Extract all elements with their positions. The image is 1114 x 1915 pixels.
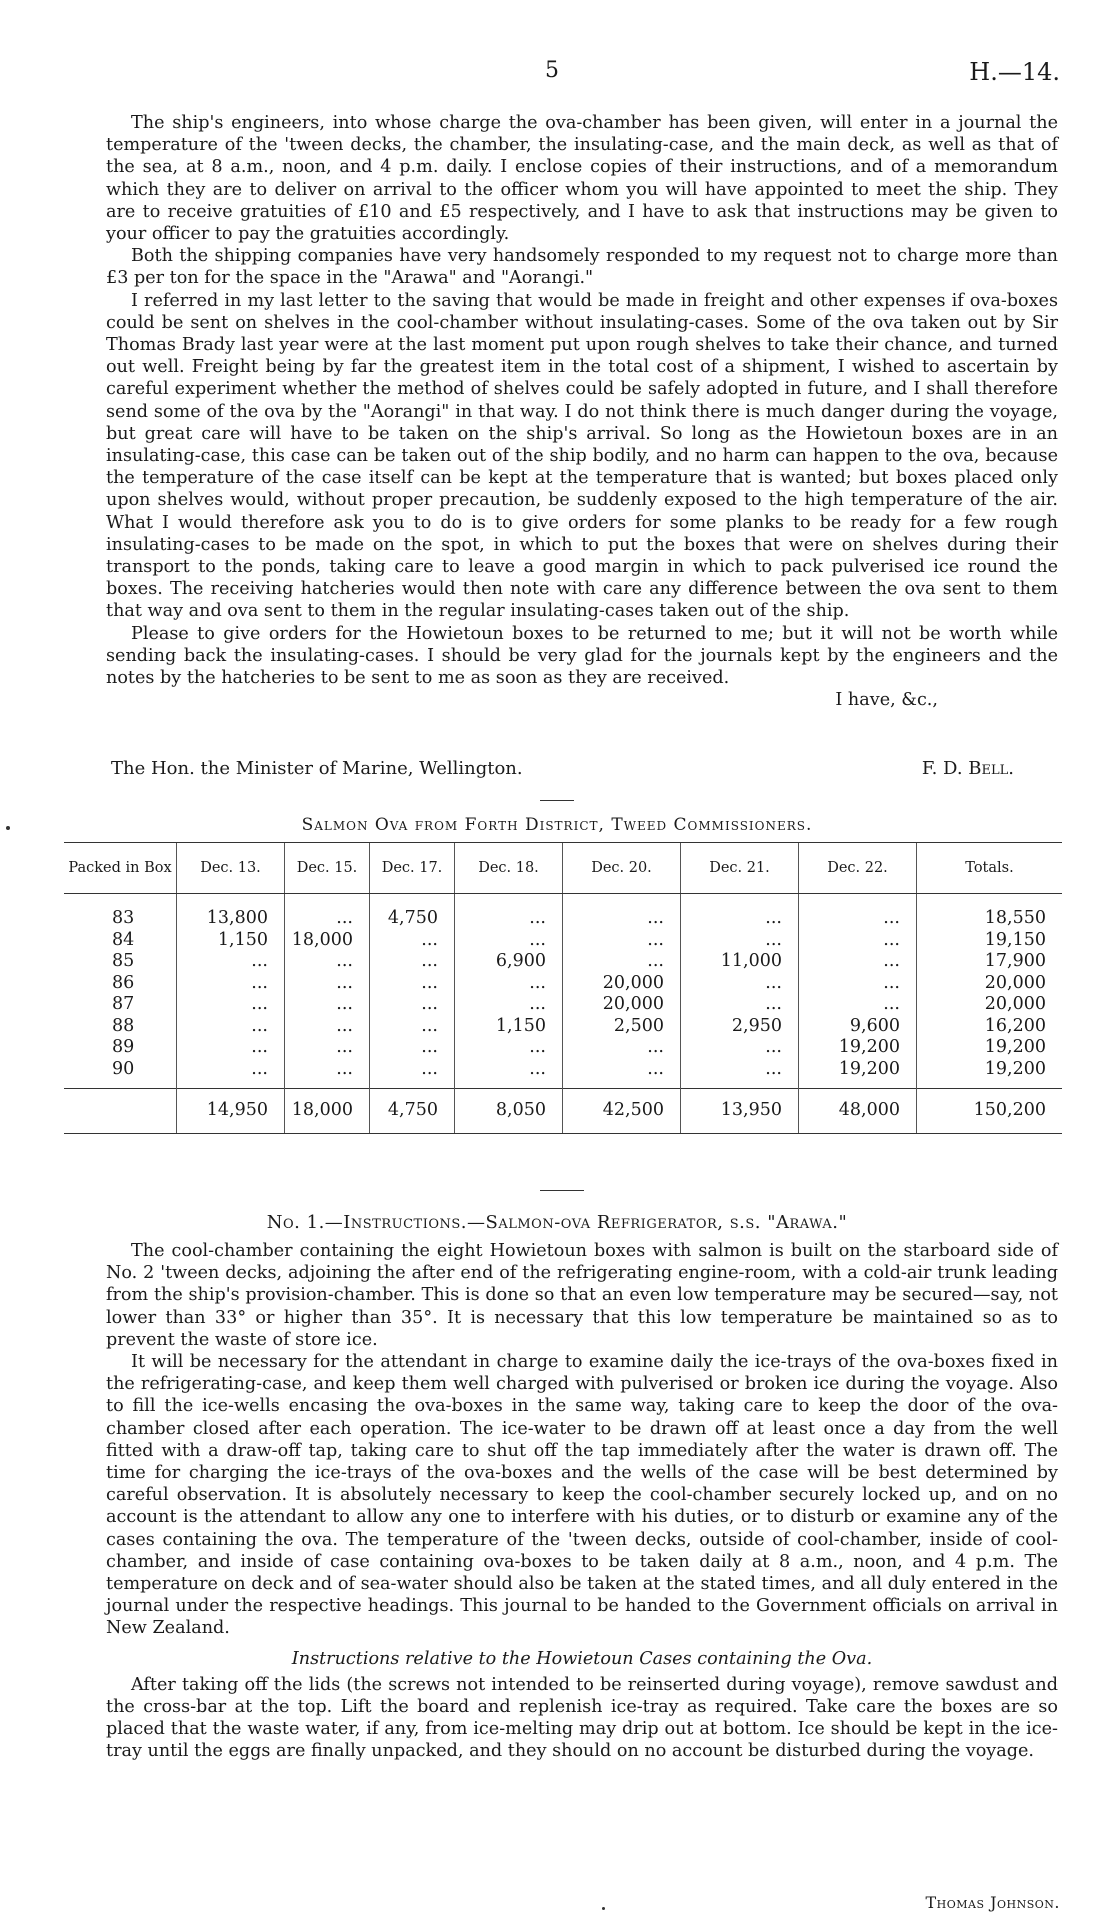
total-cell: 18,000 — [285, 1089, 370, 1134]
table-cell: ... — [681, 994, 799, 1016]
column-header: Dec. 18. — [455, 843, 563, 894]
table-cell: 20,000 — [917, 973, 1063, 995]
table-cell: 1,150 — [177, 930, 285, 952]
footer-mark — [602, 1907, 605, 1910]
box-number-cell: 88 — [112, 1015, 135, 1036]
table-cell: 1,150 — [455, 1016, 563, 1038]
table-cell: ... — [563, 1059, 681, 1089]
letter-paragraph-3: I referred in my last letter to the saving that would be made in freight and other expenses if ova-boxes could be sent on shelves in the cool-chamber without insulating-cases. Some of the ova taken out by Sir Thomas Brady last year were at the last moment put upon rough shelves to take their chance, and turned out well. Freight being by far the greatest item in the total cost of a shipment, I wished to ascertain by careful experiment whether the method of shelves could be safely adopted in future, and I shall therefore send some of the ova by the "Aorangi" in that way. I do not think there is much danger during the voyage, but great care will have to be taken on the ship's arrival. So long as the Howietoun boxes are in an insulating-case, this case can be taken out of the ship bodily, and no harm can happen to the ova, because the temperature of the case itself can be kept at the temperature that is wanted; but boxes placed only upon shelves would, without proper precaution, be suddenly exposed to the high temperature of the air. What I would therefore ask you to do is to give orders for some planks to be ready for a few rough insulating-cases to be made on the spot, in which to put the boxes that were on shelves during their transport to the ponds, taking care to leave a good margin in which to pack pulverised ice round the boxes. The receiving hatcheries would then note with care any difference between the ova sent to them that way and ova sent to them in the regular insulating-cases taken out of the ship. — [106, 290, 1058, 622]
total-cell — [64, 1089, 177, 1134]
table-cell: ... — [799, 930, 917, 952]
box-number-cell: 84 — [112, 929, 135, 950]
table-cell: ... — [681, 973, 799, 995]
total-cell: 14,950 — [177, 1089, 285, 1134]
table-cell: ... — [799, 951, 917, 973]
instructions-paragraph-2: It will be necessary for the attendant in charge to examine daily the ice-trays of the ova-boxes fixed in the refrigerating-case, and keep them well charged with pulverised or broken ice during the voyage. Also to fill the ice-wells encasing the ova-boxes in the same way, taking care to keep the door of the ova-chamber closed after each operation. The ice-water to be drawn off at least once a day from the well fitted with a draw-off tap, taking care to shut off the tap immediately after the water is drawn off. The time for charging the ice-trays of the ova-boxes and the wells of the case will be best determined by careful observation. It is absolutely necessary to keep the cool-chamber securely locked up, and on no account is the attendant to allow any one to interfere with his duties, or to disturb or examine any of the cases containing the ova. The temperature of the 'tween decks, outside of cool-chamber, inside of cool-chamber, and inside of case containing ova-boxes to be taken daily at 8 a.m., noon, and 4 p.m. The temperature on deck and of sea-water should also be taken at the stated times, and all duly entered in the journal under the respective headings. This journal to be handed to the Government officials on arrival in New Zealand. — [106, 1352, 1058, 1639]
total-cell: 150,200 — [917, 1089, 1063, 1134]
box-number-cell: 89 — [112, 1037, 135, 1057]
table-cell: 2,950 — [681, 1016, 799, 1038]
table-cell: ... — [285, 994, 370, 1016]
letter-paragraph-2: Both the shipping companies have very handsomely responded to my request not to charge more than £3 per ton for the space in the "Arawa" and "Aorangi." — [106, 246, 1058, 289]
table-row — [64, 1016, 1062, 1038]
box-number-cell: 90 — [112, 1058, 135, 1079]
table-cell: 18,000 — [285, 930, 370, 952]
table-cell: ... — [455, 930, 563, 952]
instructions-final-paragraph: After taking off the lids (the screws not intended to be reinserted during voyage), remove sawdust and the cross-bar at the top. Lift the board and replenish ice-tray as required. Take care the boxes are so placed that the waste water, if any, from ice-melting may drip out at bottom. Ice should be kept in the ice-tray until the eggs are finally unpacked, and they should on no account be disturbed during the voyage. — [106, 1674, 1058, 1762]
table-cell: 19,200 — [799, 1059, 917, 1089]
box-number-cell: 83 — [112, 908, 135, 928]
table-cell: ... — [177, 951, 285, 973]
table-cell: 6,900 — [455, 951, 563, 973]
box-number-cell: 85 — [112, 951, 135, 971]
table-cell: ... — [799, 994, 917, 1016]
column-header: Dec. 17. — [370, 843, 455, 894]
table-cell: 17,900 — [917, 951, 1063, 973]
table-cell: ... — [681, 1037, 799, 1059]
instructions-title — [0, 1212, 1114, 1233]
table-cell: ... — [799, 894, 917, 930]
letter-addressee: The Hon. the Minister of Marine, Wellington. — [111, 758, 523, 779]
table-cell: ... — [455, 973, 563, 995]
table-cell: ... — [370, 994, 455, 1016]
salmon-ova-table — [64, 842, 1062, 1134]
column-header: Totals. — [917, 843, 1063, 894]
table-cell: ... — [455, 1059, 563, 1089]
instructions-title-text: No. 1.—Instructions.—Salmon-ova Refrigerator, s.s. "Arawa." — [266, 1212, 848, 1233]
table-cell: ... — [285, 894, 370, 930]
table-cell: 20,000 — [563, 973, 681, 995]
table-cell: ... — [455, 994, 563, 1016]
table-cell: ... — [681, 930, 799, 952]
closing-row — [106, 689, 1058, 717]
letter-paragraph-4: Please to give orders for the Howietoun boxes to be returned to me; but it will not be worth while sending back the insulating-cases. I should be very glad for the journals kept by the engineers and the notes by the hatcheries to be sent to me as soon as they are received. — [106, 623, 1058, 689]
box-number-cell: 87 — [112, 994, 135, 1014]
table-cell: ... — [455, 894, 563, 930]
table-row — [64, 994, 1062, 1016]
table-header-row — [64, 843, 1062, 894]
table-cell: ... — [563, 951, 681, 973]
table-cell: ... — [285, 1016, 370, 1038]
table-row — [64, 951, 1062, 973]
table-title: Salmon Ova from Forth District, Tweed Commissioners. — [301, 815, 813, 835]
table-cell: ... — [177, 1037, 285, 1059]
table-row — [64, 973, 1062, 995]
letter-paragraph-1: The ship's engineers, into whose charge the ova-chamber has been given, will enter in a journal the temperature of the 'tween decks, the chamber, the insulating-case, and the main deck, as well as that of the sea, at 8 a.m., noon, and 4 p.m. daily. I enclose copies of their instructions, and of a memorandum which they are to deliver on arrival to the officer whom you will have appointed to meet the ship. They are to receive gratuities of £10 and £5 respectively, and I have to ask that instructions may be given to your officer to pay the gratuities accordingly. — [106, 113, 1058, 245]
letter-closing: I have, &c., — [835, 690, 938, 711]
table-cell: ... — [177, 973, 285, 995]
table-cell: ... — [563, 930, 681, 952]
table-cell: ... — [799, 973, 917, 995]
table-cell: ... — [177, 1016, 285, 1038]
table-row — [64, 930, 1062, 952]
table-cell: ... — [563, 1037, 681, 1059]
page-number: 5 — [545, 58, 559, 83]
document-reference: H.—14. — [969, 58, 1060, 86]
table-cell: ... — [370, 1037, 455, 1059]
column-header: Dec. 22. — [799, 843, 917, 894]
table-cell: ... — [370, 930, 455, 952]
table-cell: ... — [285, 951, 370, 973]
column-header: Dec. 13. — [177, 843, 285, 894]
table-cell: ... — [370, 1059, 455, 1089]
table-cell: 19,150 — [917, 930, 1063, 952]
section-divider — [540, 800, 574, 801]
totals-row — [64, 1089, 1062, 1134]
table-cell: 19,200 — [917, 1059, 1063, 1089]
instructions-subheading: Instructions relative to the Howietoun Cases containing the Ova. — [291, 1648, 873, 1669]
table-cell: ... — [285, 1059, 370, 1089]
table-cell: ... — [285, 973, 370, 995]
table-cell: 19,200 — [799, 1037, 917, 1059]
column-header: Dec. 15. — [285, 843, 370, 894]
instructions-signer: Thomas Johnson. — [925, 1893, 1060, 1912]
table-cell: ... — [681, 894, 799, 930]
table-cell: 13,800 — [177, 894, 285, 930]
table-cell: ... — [563, 894, 681, 930]
letter-signer: F. D. Bell. — [921, 758, 1014, 779]
instructions-body — [106, 1240, 1058, 1763]
table-cell: 11,000 — [681, 951, 799, 973]
table-row — [64, 1037, 1062, 1059]
letter-body — [106, 112, 1058, 717]
column-header: Dec. 21. — [681, 843, 799, 894]
total-cell: 42,500 — [563, 1089, 681, 1134]
column-header: Dec. 20. — [563, 843, 681, 894]
table-cell: ... — [370, 973, 455, 995]
table-cell: 16,200 — [917, 1016, 1063, 1038]
table-cell: 20,000 — [917, 994, 1063, 1016]
total-cell: 13,950 — [681, 1089, 799, 1134]
box-number-cell: 86 — [112, 972, 135, 993]
table-cell: 19,200 — [917, 1037, 1063, 1059]
table-cell: ... — [681, 1059, 799, 1089]
table-cell: ... — [370, 1016, 455, 1038]
total-cell: 48,000 — [799, 1089, 917, 1134]
table-cell: 18,550 — [917, 894, 1063, 930]
table-cell: 9,600 — [799, 1016, 917, 1038]
total-cell: 8,050 — [455, 1089, 563, 1134]
instructions-paragraph-1: The cool-chamber containing the eight Howietoun boxes with salmon is built on the starboard side of No. 2 'tween decks, adjoining the after end of the refrigerating engine-room, with a cold-air trunk leading from the ship's provision-chamber. This is done so that an even low temperature may be secured—say, not lower than 33° or higher than 35°. It is necessary that this low temperature be maintained so as to prevent the waste of store ice. — [106, 1241, 1058, 1350]
total-cell: 4,750 — [370, 1089, 455, 1134]
table-cell: ... — [285, 1037, 370, 1059]
table-row — [64, 894, 1062, 930]
table-cell: 2,500 — [563, 1016, 681, 1038]
table-cell: ... — [455, 1037, 563, 1059]
table-cell: ... — [370, 951, 455, 973]
table-cell: ... — [177, 994, 285, 1016]
table-cell: ... — [177, 1059, 285, 1089]
table-row — [64, 1059, 1062, 1089]
section-divider — [540, 1190, 584, 1191]
table-cell: 20,000 — [563, 994, 681, 1016]
column-header: Packed in Box — [64, 843, 177, 894]
table-cell: 4,750 — [370, 894, 455, 930]
